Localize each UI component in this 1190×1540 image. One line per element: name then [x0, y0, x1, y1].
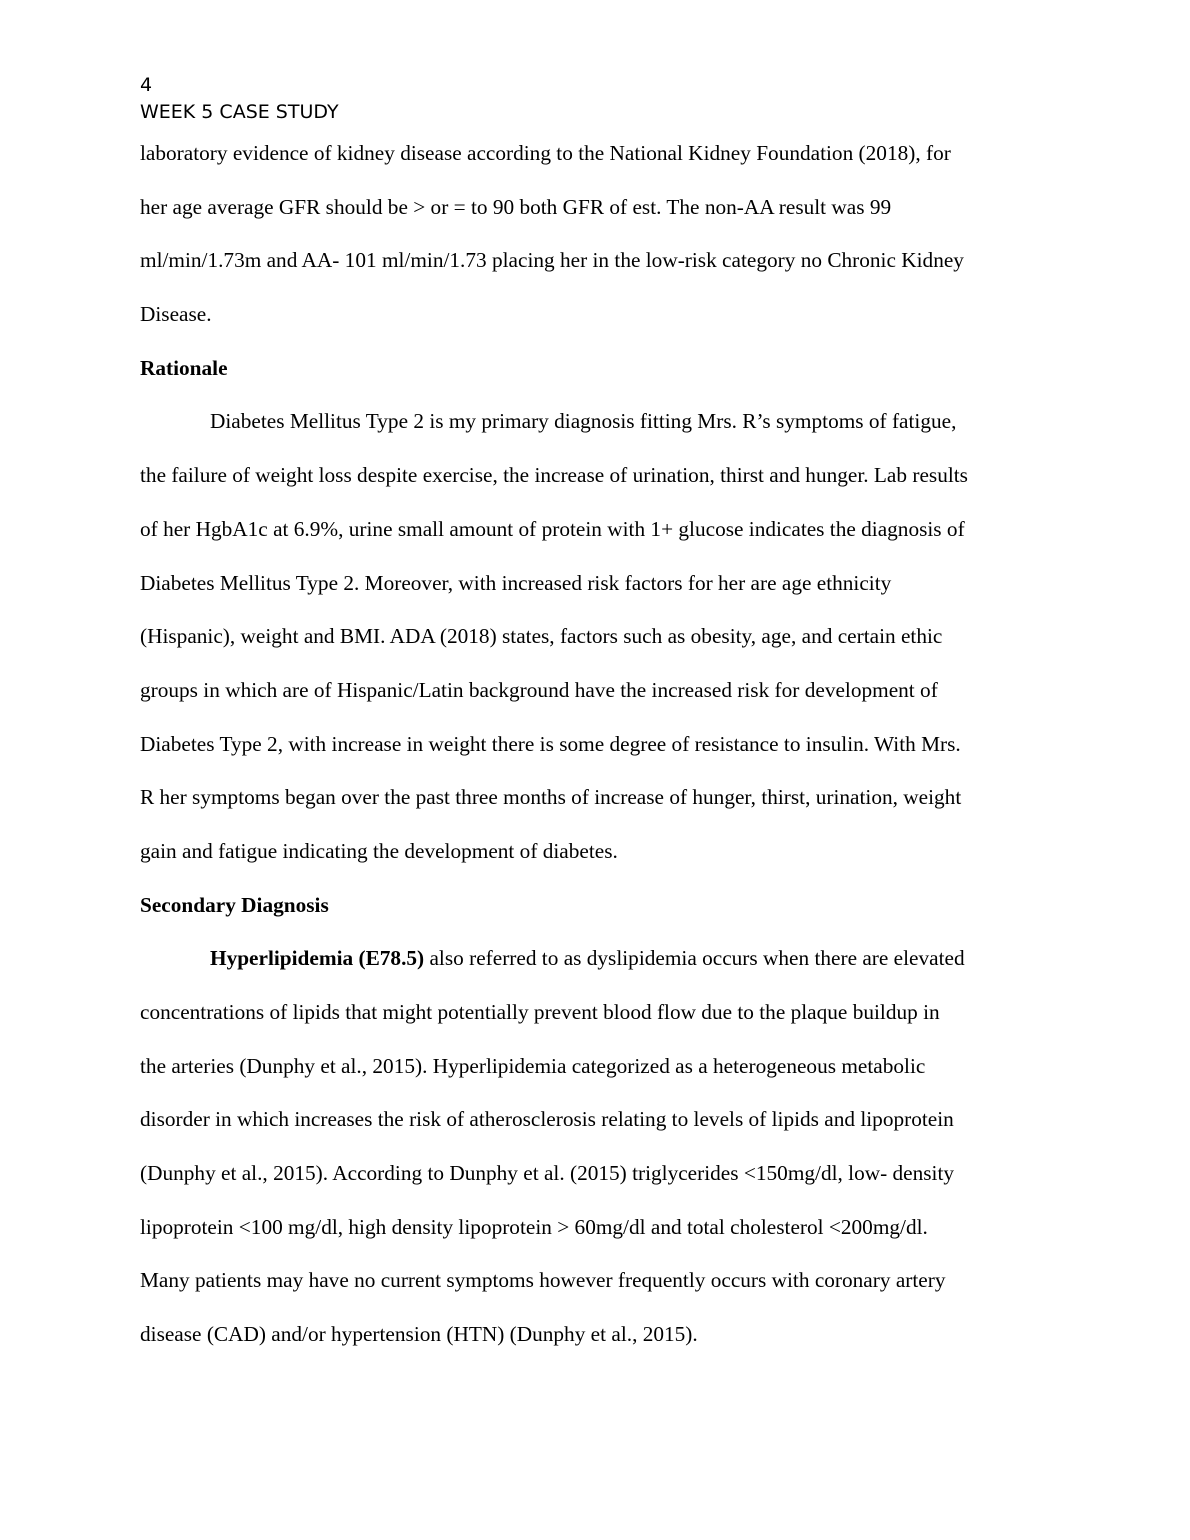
secondary-diagnosis-heading: Secondary Diagnosis — [140, 892, 329, 917]
text-span: also referred to as dyslipidemia occurs when there are elevated — [424, 946, 965, 971]
text-line: groups in which are of Hispanic/Latin background have the increased risk for development of — [140, 677, 938, 702]
rationale-heading: Rationale — [140, 355, 228, 380]
text-line: R her symptoms began over the past three months of increase of hunger, thirst, urination, weight — [140, 785, 962, 810]
kidney-paragraph — [140, 127, 1052, 342]
text-line: ml/min/1.73m and AA- 101 ml/min/1.73 placing her in the low-risk category no Chronic Kidney — [140, 248, 964, 273]
text-line: her age average GFR should be > or = to 90 both GFR of est. The non-AA result was 99 — [140, 194, 892, 219]
diagnosis-term: Hyperlipidemia (E78.5) — [210, 946, 425, 971]
text-line — [140, 932, 1052, 986]
text-line: (Dunphy et al., 2015). According to Dunphy et al. (2015) triglycerides <150mg/dl, low- density — [140, 1161, 955, 1186]
page-header — [140, 72, 339, 126]
text-line: Diabetes Mellitus Type 2 is my primary diagnosis fitting Mrs. R’s symptoms of fatigue, — [210, 409, 957, 434]
text-line: disease (CAD) and/or hypertension (HTN) (Dunphy et al., 2015). — [140, 1322, 698, 1347]
text-line: of her HgbA1c at 6.9%, urine small amount of protein with 1+ glucose indicates the diagnosis of — [140, 516, 965, 541]
rationale-paragraph — [140, 395, 1052, 878]
text-line: laboratory evidence of kidney disease according to the National Kidney Foundation (2018), for — [140, 141, 951, 165]
text-line: gain and fatigue indicating the development of diabetes. — [140, 838, 618, 863]
hyperlipidemia-paragraph — [140, 932, 1052, 1362]
text-line: disorder in which increases the risk of atherosclerosis relating to levels of lipids and lipoprotein — [140, 1107, 954, 1132]
text-line: concentrations of lipids that might potentially prevent blood flow due to the plaque buildup in — [140, 1000, 940, 1024]
text-line: Diabetes Mellitus Type 2. Moreover, with increased risk factors for her are age ethnicity — [140, 570, 892, 595]
text-line: (Hispanic), weight and BMI. ADA (2018) states, factors such as obesity, age, and certain ethic — [140, 624, 943, 649]
running-title: WEEK 5 CASE STUDY — [140, 101, 339, 123]
text-line: Diabetes Type 2, with increase in weight there is some degree of resistance to insulin. With Mrs. — [140, 731, 961, 756]
text-line: Disease. — [140, 302, 212, 327]
text-line: the failure of weight loss despite exercise, the increase of urination, thirst and hunger. Lab results — [140, 463, 968, 488]
text-line: lipoprotein <100 mg/dl, high density lipoprotein > 60mg/dl and total cholesterol <200mg/dl. — [140, 1214, 928, 1239]
text-line: Many patients may have no current symptoms however frequently occurs with coronary artery — [140, 1268, 946, 1293]
document-body — [140, 127, 1052, 1362]
page-number: 4 — [140, 74, 153, 96]
text-line: the arteries (Dunphy et al., 2015). Hyperlipidemia categorized as a heterogeneous metabolic — [140, 1053, 926, 1078]
